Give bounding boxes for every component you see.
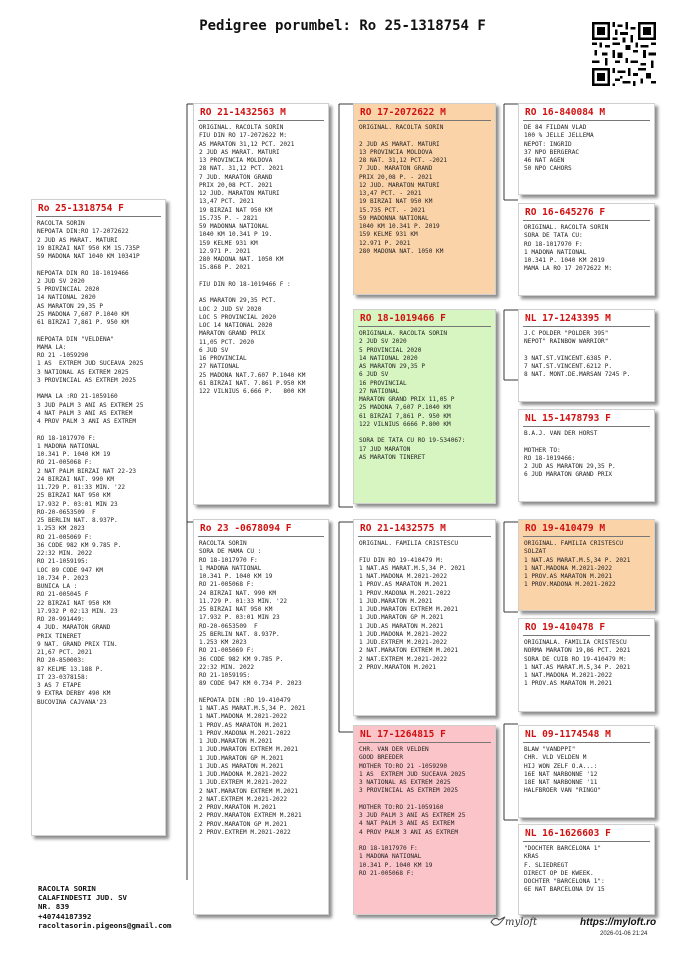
card-notes: CHR. VAN DER VELDEN GOOD BREEDER MOTHER TO:RO 21 -1059290 1 AS EXTREM JUD SUCEAVA 2025 3 NATIONAL AS EXTREM 2025 3 PROVINCIAL AS EXTREM 2025 MOTHER TO:RO 21-1059160 3 JUD PALM 3 ANI AS EXTREM 25 4 NAT PALM 3 ANI AS EXTREM 4 PROV PALM 3 ANI AS EXTREM RO 18-1017970 F: 1 MADONA NATIONAL 10.341 P. 1040 KM 19 RO 21-005068 F: [359,746,466,877]
dam-sire-sire-card [518,519,655,611]
dam-sire-card [353,519,496,716]
card-notes: BLAW "VANDPPI" CHR. VLD VELDEN M HIJ WON ZELF O.A...: 16E NAT NARBONNE '12 18E NAT NARBONNE '11 HALFBROER VAN "RINGO" [524,746,602,795]
ring-number: NL 15-1478793 F [525,413,611,424]
subject-card [31,199,166,836]
dam-dam-sire-card [518,725,655,818]
dam-dam-card [353,725,496,915]
card-notes: J.C POLDER "POLDER 395" NEPOT" RAINBOW WARRIOR" 3 NAT.ST.VINCENT.6385 P. 7 NAT.ST.VINCENT.6212 P. 8 NAT. MONT.DE.MARSAN 7245 P. [524,330,631,379]
print-timestamp: 2026-01-06 21:24 [600,931,648,937]
card-notes: ORIGINAL. RACOLTA SORIN SORA DE TATA CU: RO 18-1017970 F: 1 MADONA NATIONAL 10.341 P. 1040 KM 2019 MAMA LA RO 17 2072622 M: [524,224,613,273]
ring-number: RO 18-1019466 F [360,313,446,324]
card-notes: ORIGINAL. FAMILIA CRISTESCU SOLZAT 1 NAT.AS MARAT.M.5,34 P. 2021 1 NAT.MADONA M.2021-2022 1 PROV.AS MARATON M.2021 1 PROV.MADONA M.2021-2022 [524,540,631,589]
dam-sire-dam-card [518,618,655,712]
sire-dam-dam-card [518,409,655,502]
card-notes: RACOLTA SORIN SORA DE MAMA CU : RO 18-1017970 F: 1 MADONA NATIONAL 10.341 P. 1040 KM 19 RO 21-005068 F: 24 BIRZAI NAT. 990 KM 11.729 P. 01:33 MIN. '22 25 BIRZAI NAT 950 KM 17.932 P. 03:01 MIN 23 RO-20-0653509 F 25 BERLIN NAT. 8.937P. 1.253 KM 2023 RO 21-005069 F: 36 CODE 982 KM 9.785 P. 22:32 MIN. 2022 RO 21-1059195: 89 CODE 947 KM 0.734 P. 2023 NEPOATA DIN :RO 19-410479 1 NAT.AS MARAT.M.5,34 P. 2021 1 NAT.MADONA M.2021-2022 1 PROV.AS MARATON M.2021 1 PROV.MADONA M.2021-2022 1 JUD.MARATON M.2021 1 JUD.MARATON EXTREM M.2021 1 JUD.MARATON GP M.2021 1 JUD.AS MARATON M.2021 1 JUD.MADONA M.2021-2022 1 JUD.EXTREM M.2021-2022 2 NAT.MARATON EXTREM M.2021 2 NAT.EXTREM M.2021-2022 2 PROV.MARATON M.2021 2 PROV.MARATON EXTREM M.2021 2 PROV.MARATON GP M.2021 2 PROV.EXTREM M.2021-2022 [199,540,306,836]
ring-number: NL 16-1626603 F [525,828,611,839]
brand-logo: myloft [505,917,538,928]
dam-dam-dam-card [518,824,655,915]
website-link[interactable]: https://myloft.ro [580,917,657,928]
ring-number: Ro 25-1318754 F [38,203,124,214]
ring-number: RO 16-645276 F [525,207,606,218]
ring-number: Ro 23 -0678094 F [200,523,292,534]
card-notes: ORIGINALA. FAMILIA CRISTESCU NORMA MARATON 19,86 PCT. 2021 SORA DE CUIB RO 19-410479 M: 1 NAT.AS MARAT.M.5,34 P. 2021 1 NAT.MADONA M.2021-2022 1 PROV.AS MARATON M.2021 [524,639,631,688]
card-notes: B.A.J. VAN DER HORST MOTHER TO: RO 18-1019466: 2 JUD AS MARATON 29,35 P. 6 JUD MARATON GRAND PRIX [524,430,616,479]
ring-number: RO 16-840084 M [525,107,606,118]
pigeon-logo-icon [490,914,506,928]
ring-number: NL 09-1174548 M [525,729,611,740]
ring-number: RO 17-2072622 M [360,107,446,118]
sire-sire-card [353,103,496,295]
ring-number: RO 19-410478 F [525,622,606,633]
ring-number: NL 17-1264815 F [360,729,446,740]
ring-number: RO 21-1432575 M [360,523,446,534]
page-title: Pedigree porumbel: Ro 25-1318754 F [199,18,486,34]
sire-sire-sire-card [518,103,655,195]
ring-number: NL 17-1243395 M [525,313,611,324]
sire-dam-sire-card [518,309,655,402]
card-notes: ORIGINAL. RACOLTA SORIN FIU DIN RO 17-2072622 M: AS MARATON 31,12 PCT. 2021 2 JUD AS MARAT. MATURI 13 PROVINCIA MOLDOVA 28 NAT. 31,12 PCT. 2021 7 JUD. MARATON GRAND PRIX 20,08 PCT. 2021 12 JUD. MARATON MATURI 13,47 PCT. 2021 19 BIRZAI NAT 950 KM 15.735 P. - 2821 59 MADONNA NATIONAL 1040 KM 10.341 P 19. 159 KELME 931 KM 12.971 P. 2021 280 MADONA NAT. 1050 KM 15.868 P. 2021 FIU DIN RO 18-1019466 F : AS MARATON 29,35 PCT. LOC 2 JUD SV 2020 LOC 5 PROVINCIAL 2020 LOC 14 NATIONAL 2020 MARATON GRAND PRIX 11,05 PCT. 2020 6 JUD SV 16 PROVINCIAL 27 NATIONAL 25 MADONA NAT.7.607 P.1040 KM 61 BIRZAI NAT. 7.861 P.950 KM 122 VILNIUS 6.666 P. 800 KM [199,124,306,395]
card-notes: "DOCHTER BARCELONA 1" KRAS F. SLIEDREGT DIRECT OP DE KWEEK. DOCHTER "BARCELONA 1": 6E NAT BARCELONA DV 15 [524,845,605,894]
card-notes: ORIGINAL. FAMILIA CRISTESCU FIU DIN RO 19-410479 M: 1 NAT.AS MARAT.M.5,34 P. 2021 1 NAT.MADONA M.2021-2022 1 PROV.AS MARATON M.2021 1 PROV.MADONA M.2021-2022 1 JUD.MARATON M.2021 1 JUD.MARATON EXTREM M.2021 1 JUD.MARATON GP M.2021 1 JUD.AS MARATON M.2021 1 JUD.MADONA M.2021-2022 1 JUD.EXTREM M.2021-2022 2 NAT.MARATON EXTREM M.2021 2 NAT.EXTREM M.2021-2022 2 PROV.MARATON M.2021 [359,540,466,671]
dam-card [193,519,329,915]
card-notes: ORIGINALA. RACOLTA SORIN 2 JUD SV 2020 5 PROVINCIAL 2020 14 NATIONAL 2020 AS MARATON 29,35 P 6 JUD SV 16 PROVINCIAL 27 NATIONAL MARATON GRAND PRIX 11,05 P 25 MADONA 7,607 P.1040 KM 61 BIRZAI 7,861 P. 950 KM 122 VILNIUS 6666 P.800 KM SORA DE TATA CU RO 19-534067: 17 JUD MARATON AS MARATON TINERET [359,330,466,461]
card-notes: RACOLTA SORIN NEPOATA DIN:RO 17-2072622 2 JUD AS MARAT. MATURI 19 BIRZAI NAT 950 KM 15.735P 59 MADONA NAT 1040 KM 10341P NEPOATA DIN RO 18-1019466 2 JUD SV 2020 5 PROVINCIAL 2020 14 NATIONAL 2020 AS MARATON 29,35 P 25 MADONA 7,607 P.1040 KM 61 BIRZAI 7,861 P. 950 KM NEPOATA DIN "VELDENA" MAMA LA: RO 21 -1059290 1 AS EXTREM JUD SUCEAVA 2025 3 NATIONAL AS EXTREM 2025 3 PROVINCIAL AS EXTREM 2025 MAMA LA :RO 21-1059160 3 JUD PALM 3 ANI AS EXTREM 25 4 NAT PALM 3 ANI AS EXTREM 4 PROV PALM 3 ANI AS EXTREM RO 18-1017970 F: 1 MADONA NATIONAL 10.341 P. 1040 KM 19 RO 21-005068 F: 2 NAT PALM BIRZAI NAT 22-23 24 BIRZAI NAT. 990 KM 11.729 P. 01:33 MIN. '22 25 BIRZAI NAT 950 KM 17.932 P. 03:01 MIN 23 RO-20-0653509 F 25 BERLIN NAT. 8.937P. 1.253 KM 2023 RO 21-005069 F: 36 CODE 982 KM 9.785 P. 22:32 MIN. 2022 RO 21-1059195: LOC 89 CODE 947 KM 10.734 P. 2023 BUNICA LA : RO 21-005045 F 22 BIRZAI NAT 950 KM 17.932 P 02:13 MIN. 23 RO 20-991449: 4 JUD. MARATON GRAND PRIX TINERET 9 NAT. GRAND PRIX TIN. 21,67 PCT. 2021 RO 20-850003: 87 KELME 13.188 P. IT 23-0378158: 3 AS 7 ETAPE 9 EXTRA DERBY 490 KM BUCOVINA CAJVANA'23 [37,220,144,706]
card-notes: DE 84 FILDAN VLAD 100 % JELLE JELLEMA NEPOT: INGRID 37 NPO BERGERAC 46 NAT AGEN 50 NPO CAHORS [524,124,594,173]
card-notes: ORIGINAL. RACOLTA SORIN 2 JUD AS MARAT. MATURI 13 PROVINCIA MOLDOVA 28 NAT. 31,12 PCT. -2021 7 JUD. MARATON GRAND PRIX 20,08 P. - 2021 12 JUD. MARATON MATURI 13,47 PCT. - 2021 19 BIRZAI NAT 950 KM 15.735 PCT. - 2021 59 MADONNA NATIONAL 1040 KM 10.341 P. 2019 159 KELME 931 KM 12.971 P. 2021 280 MADONA NAT. 1050 KM [359,124,448,255]
owner-contact: RACOLTA SORIN CALAFINDESTI JUD. SV NR. 839 +40744187392 racoltasorin.pigeons@gmail.com [38,884,172,930]
ring-number: RO 21-1432563 M [200,107,286,118]
sire-sire-dam-card [518,203,655,296]
sire-dam-card [353,309,496,504]
sire-card [193,103,329,505]
ring-number: RO 19-410479 M [525,523,606,534]
